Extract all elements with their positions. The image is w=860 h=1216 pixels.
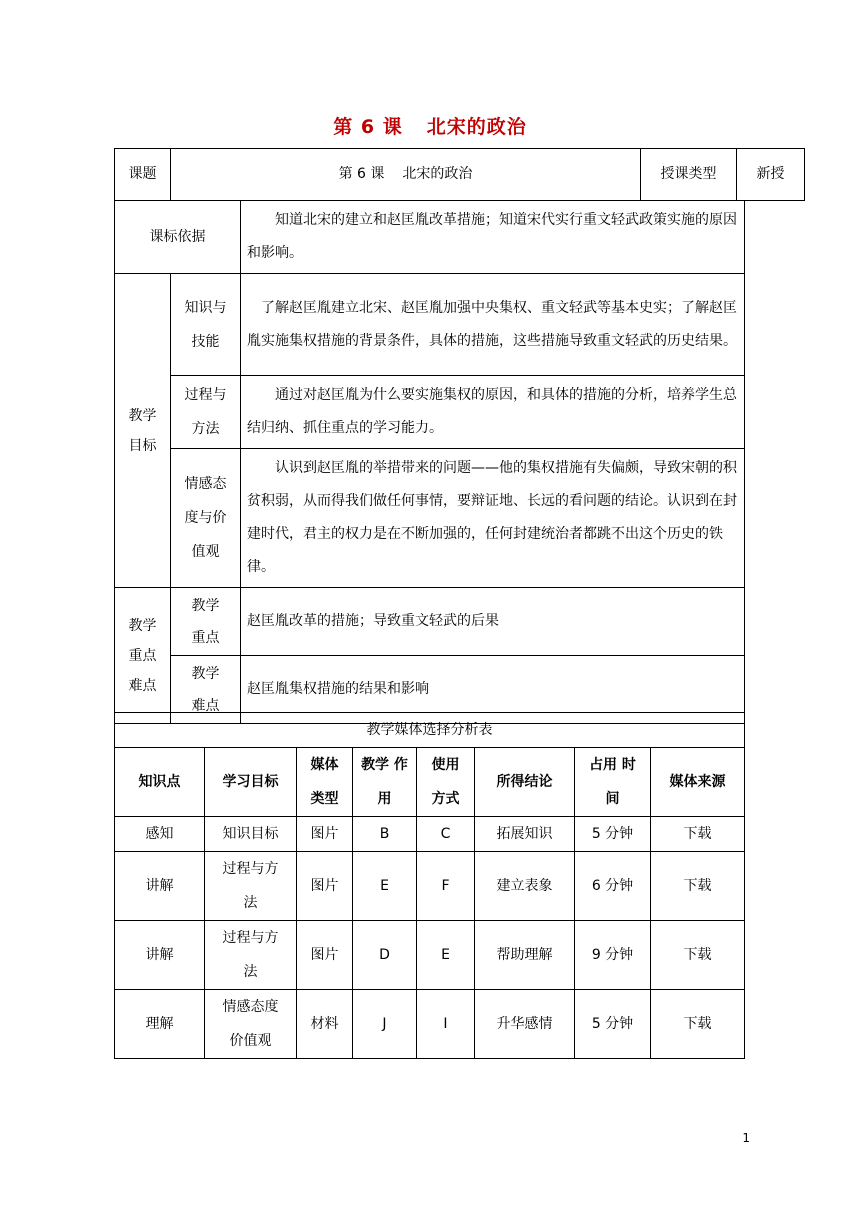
key-points-label-line3: 难点	[128, 677, 157, 694]
cell-type: 图片	[297, 921, 353, 990]
lesson-plan-table	[114, 148, 805, 201]
col-header-role: 教学 作 用	[353, 748, 417, 817]
cell-mode: F	[417, 852, 475, 921]
goal-emotion-row	[115, 449, 745, 588]
standard-row	[115, 201, 745, 274]
cell-role: J	[353, 990, 417, 1059]
goal-process-row	[115, 376, 745, 449]
class-type-value: 新授	[737, 149, 805, 201]
cell-goal: 过程与方 法	[205, 852, 297, 921]
media-table-title: 教学媒体选择分析表	[115, 713, 745, 748]
goal-emotion-label	[171, 449, 241, 588]
cell-mode: C	[417, 817, 475, 852]
cell-time: 5 分钟	[575, 990, 651, 1059]
cell-result: 建立表象	[475, 852, 575, 921]
col-header-result: 所得结论	[475, 748, 575, 817]
col-header-mode: 使用 方式	[417, 748, 475, 817]
difficulty-label-line2: 难点	[191, 697, 220, 714]
cell-time: 6 分钟	[575, 852, 651, 921]
difficulty-label-line1: 教学	[191, 665, 220, 682]
col-header-goal: 学习目标	[205, 748, 297, 817]
focus-label-line1: 教学	[191, 597, 220, 614]
col-header-source: 媒体来源	[651, 748, 745, 817]
cell-source: 下载	[651, 852, 745, 921]
topic-label: 课题	[115, 149, 171, 201]
goal-process-label-line2: 方法	[191, 421, 220, 437]
cell-role: D	[353, 921, 417, 990]
cell-role: E	[353, 852, 417, 921]
standard-text: 知道北宋的建立和赵匡胤改革措施；知道宋代实行重文轻武政策实施的原因和影响。	[241, 201, 745, 274]
difficulty-text: 赵匡胤集权措施的结果和影响	[241, 656, 745, 724]
table-row	[115, 921, 745, 990]
goal-knowledge-row	[115, 274, 745, 376]
col-header-time: 占用 时 间	[575, 748, 651, 817]
goals-label-line2: 目标	[128, 437, 157, 454]
cell-source: 下载	[651, 817, 745, 852]
class-type-label: 授课类型	[641, 149, 737, 201]
cell-result: 拓展知识	[475, 817, 575, 852]
cell-goal: 过程与方 法	[205, 921, 297, 990]
goal-process-label	[171, 376, 241, 449]
key-points-label	[115, 588, 171, 724]
cell-mode: E	[417, 921, 475, 990]
cell-time: 9 分钟	[575, 921, 651, 990]
standard-label: 课标依据	[115, 201, 241, 274]
media-header-row	[115, 748, 745, 817]
cell-mode: I	[417, 990, 475, 1059]
col-header-type: 媒体 类型	[297, 748, 353, 817]
goal-emotion-label-line2: 度与价	[184, 510, 227, 526]
cell-type: 图片	[297, 817, 353, 852]
goals-label-line1: 教学	[128, 407, 157, 424]
goals-label	[115, 274, 171, 588]
cell-point: 理解	[115, 990, 205, 1059]
col-header-point: 知识点	[115, 748, 205, 817]
cell-point: 感知	[115, 817, 205, 852]
goal-emotion-label-line3: 值观	[191, 544, 220, 560]
goals-table	[114, 200, 745, 724]
media-title-row	[115, 713, 745, 748]
focus-label-line2: 重点	[191, 629, 220, 646]
cell-goal: 情感态度 价值观	[205, 990, 297, 1059]
goal-knowledge-label-line1: 知识与	[184, 299, 227, 316]
page-number: 1	[742, 1131, 750, 1145]
goal-process-label-line1: 过程与	[184, 387, 227, 403]
cell-type: 材料	[297, 990, 353, 1059]
goal-process-text: 通过对赵匡胤为什么要实施集权的原因，和具体的措施的分析，培养学生总结归纳、抓住重点的学习能力。	[241, 376, 745, 449]
key-points-label-line2: 重点	[128, 647, 157, 664]
cell-type: 图片	[297, 852, 353, 921]
goal-emotion-label-line1: 情感态	[184, 476, 227, 492]
cell-time: 5 分钟	[575, 817, 651, 852]
cell-source: 下载	[651, 921, 745, 990]
topic-name: 北宋的政治	[402, 166, 473, 182]
goal-knowledge-label	[171, 274, 241, 376]
table-row	[115, 852, 745, 921]
cell-point: 讲解	[115, 921, 205, 990]
title-name: 北宋的政治	[426, 116, 527, 138]
cell-result: 帮助理解	[475, 921, 575, 990]
cell-role: B	[353, 817, 417, 852]
topic-lesson: 第 6 课	[338, 166, 385, 182]
table-row	[115, 817, 745, 852]
title-lesson: 第 6 课	[333, 116, 403, 138]
goal-knowledge-label-line2: 技能	[191, 333, 220, 350]
media-analysis-table	[114, 712, 745, 1059]
focus-row	[115, 588, 745, 656]
cell-point: 讲解	[115, 852, 205, 921]
table-row	[115, 990, 745, 1059]
topic-value	[171, 149, 641, 201]
goal-knowledge-text: 了解赵匡胤建立北宋、赵匡胤加强中央集权、重文轻武等基本史实；了解赵匡胤实施集权措施的背景条件，具体的措施，这些措施导致重文轻武的历史结果。	[241, 274, 745, 376]
cell-source: 下载	[651, 990, 745, 1059]
key-points-label-line1: 教学	[128, 617, 157, 634]
focus-text: 赵匡胤改革的措施；导致重文轻武的后果	[241, 588, 745, 656]
cell-goal: 知识目标	[205, 817, 297, 852]
page-title	[0, 112, 860, 139]
focus-label	[171, 588, 241, 656]
header-row	[115, 149, 805, 201]
cell-result: 升华感情	[475, 990, 575, 1059]
goal-emotion-text: 认识到赵匡胤的举措带来的问题——他的集权措施有失偏颇，导致宋朝的积贫积弱，从而得我们做任何事情，要辩证地、长远的看问题的结论。认识到在封建时代，君主的权力是在不断加强的，任何封建统治者都跳不出这个历史的铁律。	[241, 449, 745, 588]
